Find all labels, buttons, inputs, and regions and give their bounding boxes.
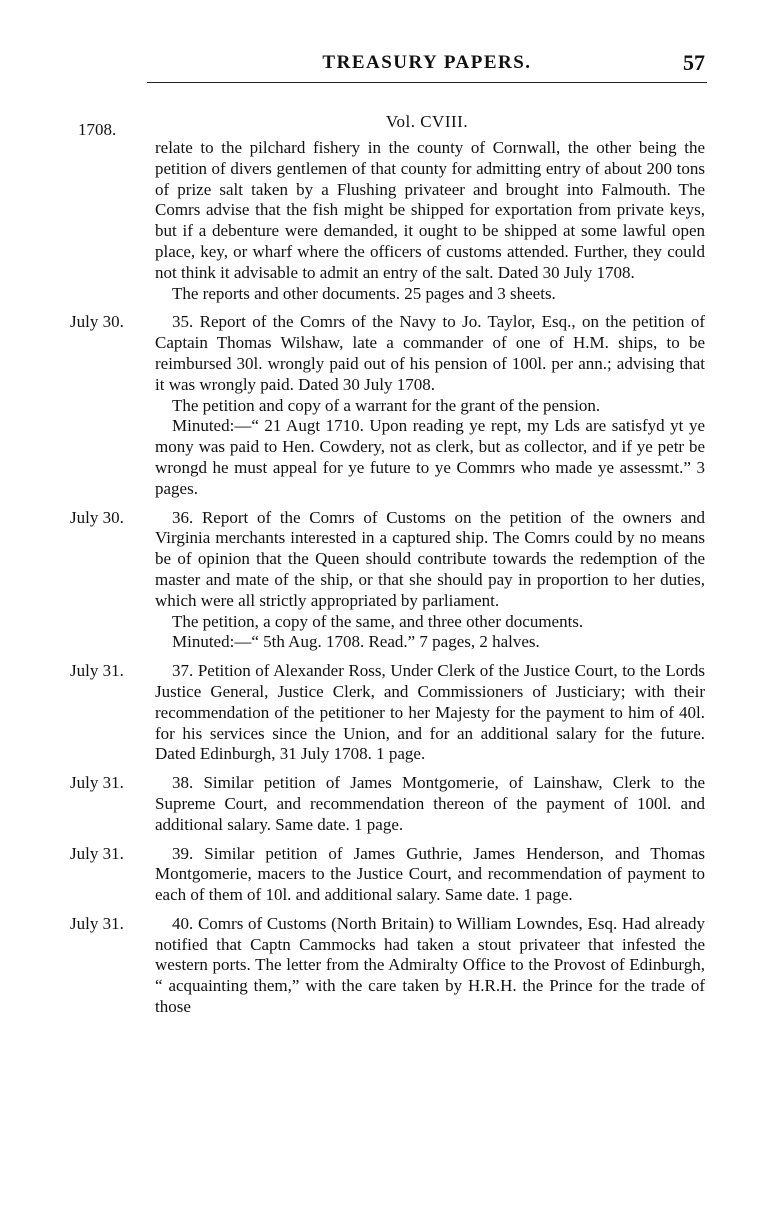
entry-date: July 30. (70, 507, 124, 527)
entry-body (155, 138, 705, 304)
entry-body (155, 312, 705, 499)
entry-body (155, 914, 705, 1018)
calendar-entry (0, 508, 770, 654)
entry-paragraph: 38. Similar petition of James Montgomerie, of Lainshaw, Clerk to the Supreme Court, and recommendation thereon of the payment of 100l. and additional salary. Same date. 1 page. (155, 773, 705, 834)
calendar-entry (0, 661, 770, 765)
entry-paragraph: The petition, a copy of the same, and three other documents. (172, 611, 584, 631)
entry-paragraph: 36. Report of the Comrs of Customs on the petition of the owners and Virginia merchants interested in a captured ship. The Comrs could by no means be of opinion that the Queen should contribute towards the redemption of the master and mate of the ship, or that she should pay in proportion to her duties, which were all strictly appropriated by parliament. (155, 507, 705, 610)
entry-paragraph: relate to the pilchard fishery in the county of Cornwall, the other being the petition of divers gentlemen of that county for admitting entry of about 200 tons of prize salt taken by a Flushing privateer and brought into Falmouth. The Comrs advise that the fish might be shipped for exportation from private keys, but if a debenture were demanded, it ought to be shipped at some lawful open place, key, or wharf where the officers of customs attended. Further, they could not think it advisable to admit an entry of the salt. Dated 30 July 1708. (155, 138, 705, 282)
entry-date: July 31. (70, 843, 124, 863)
entry-paragraph: 39. Similar petition of James Guthrie, James Henderson, and Thomas Montgomerie, macers to the Justice Court, and recommendation of payment to each of them of 10l. and additional salary. Same date. 1 page. (155, 843, 705, 905)
running-header (147, 48, 707, 83)
running-title: TREASURY PAPERS. (322, 52, 532, 73)
entry-paragraph: 35. Report of the Comrs of the Navy to Jo. Taylor, Esq., on the petition of Captain Thomas Wilshaw, late a commander of one of H.M. ships, to be reimbursed 30l. wrongly paid out of his pension of 100l. per ann.; advising that it was wrongly paid. Dated 30 July 1708. (155, 312, 705, 394)
page-number: 57 (683, 50, 705, 75)
calendar-entry (0, 773, 770, 835)
calendar-entry (0, 844, 770, 906)
entry-date: July 30. (70, 312, 124, 332)
entry-body (155, 773, 705, 835)
entry-date: July 31. (70, 661, 124, 681)
entry-paragraph: Minuted:—“ 5th Aug. 1708. Read.” 7 pages, 2 halves. (172, 632, 540, 652)
year-margin-note: 1708. (78, 120, 117, 139)
entry-paragraph: The reports and other documents. 25 pages and 3 sheets. (172, 283, 556, 303)
entry-body (155, 508, 705, 654)
volume-heading: Vol. CVIII. (385, 112, 469, 131)
calendar-entry (0, 138, 770, 304)
calendar-entry (0, 914, 770, 1018)
entry-paragraph: The petition and copy of a warrant for the grant of the pension. (172, 395, 601, 415)
calendar-entries (0, 138, 770, 1026)
entry-date: July 31. (70, 773, 124, 793)
entry-body (155, 661, 705, 765)
calendar-entry (0, 312, 770, 499)
entry-paragraph: 40. Comrs of Customs (North Britain) to William Lowndes, Esq. Had already notified that Captn Cammocks had taken a stout privateer that infested the western ports. The letter from the Admiralty Office to the Provost of Edinburgh, “ acquainting them,” with the care taken by H.R.H. the Prince for the trade of those (155, 913, 705, 1017)
entry-date: July 31. (70, 913, 124, 933)
entry-paragraph: 37. Petition of Alexander Ross, Under Clerk of the Justice Court, to the Lords Justice General, Justice Clerk, and Commissioners of Justiciary; with their recommendation of the petitioner to her Majesty for the payment to him of 40l. for his services since the Union, and for an additional salary for the future. Dated Edinburgh, 31 July 1708. 1 page. (155, 661, 705, 764)
entry-paragraph: Minuted:—“ 21 Augt 1710. Upon reading ye rept, my Lds are satisfyd yt ye mony was paid to Hen. Cowdery, not as clerk, but as collector, and if ye petr be wrongd he must appeal for ye future to ye Commrs who made ye assessmt.” 3 pages. (155, 416, 705, 498)
entry-body (155, 844, 705, 906)
